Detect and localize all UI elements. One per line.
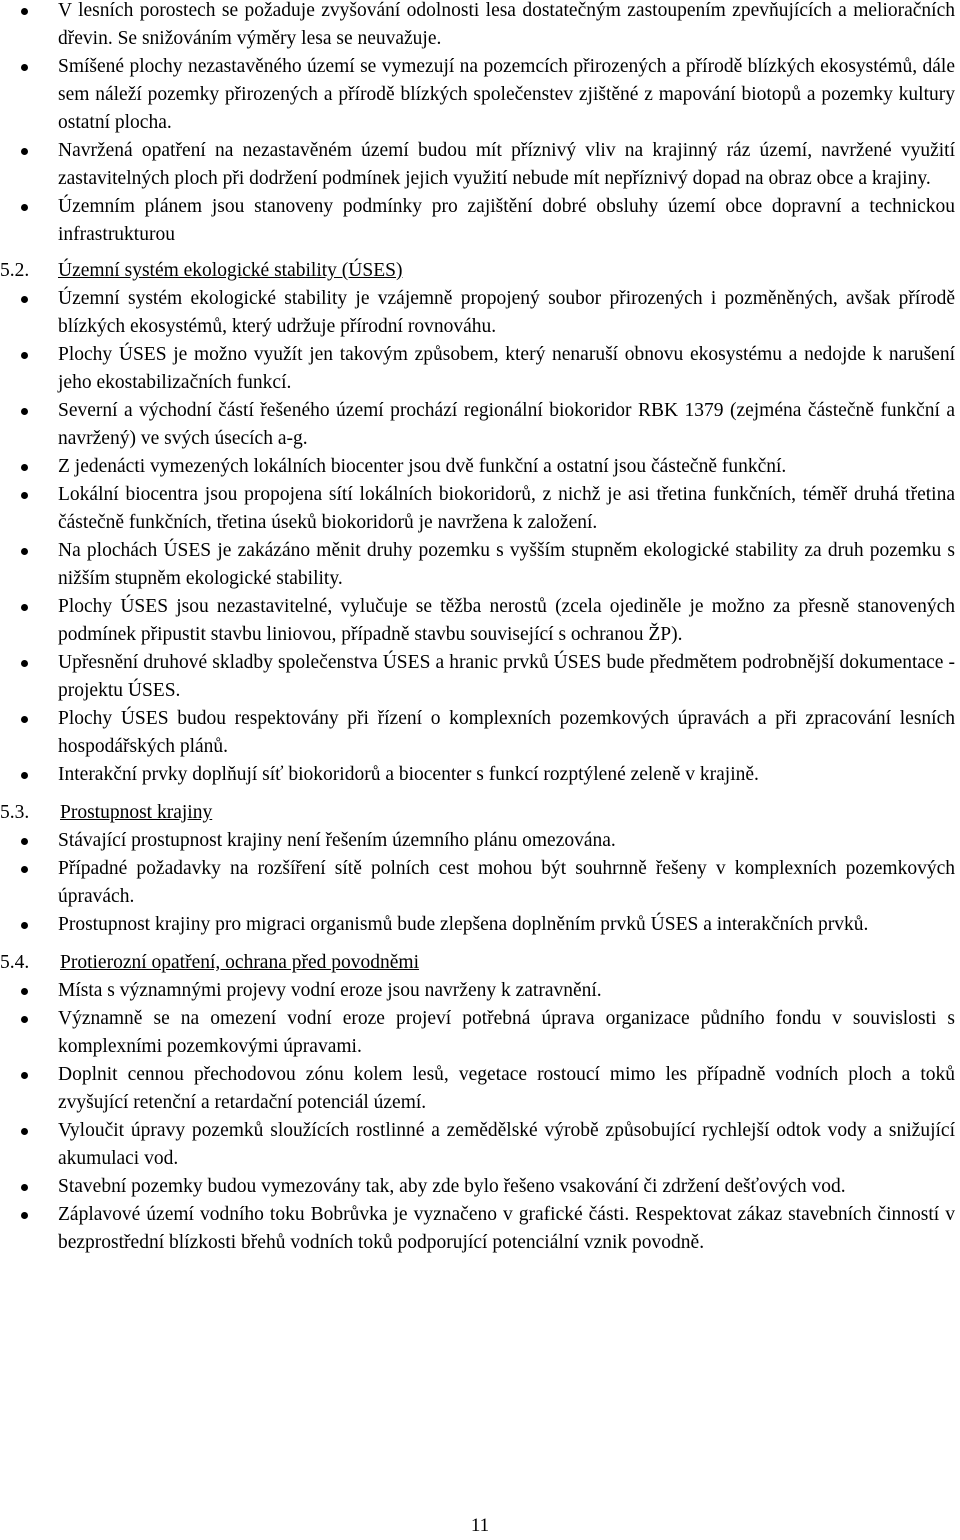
uses-bullet-list (0, 285, 955, 789)
list-item: Smíšené plochy nezastavěného území se vymezují na pozemcích přirozených a přírodě blízkých ekosystémů, dále sem náleží pozemky přirozených a přírodě blízkých společenstev zjištěné z mapování biotopů a pozemky kultury ostatní plocha. (0, 53, 955, 137)
list-item: V lesních porostech se požaduje zvyšování odolnosti lesa dostatečným zastoupením zpevňujících a melioračních dřevin. Se snižováním výměry lesa se neuvažuje. (0, 0, 955, 53)
list-item: Územním plánem jsou stanoveny podmínky pro zajištění dobré obsluhy území obce dopravní a technickou infrastrukturou (0, 193, 955, 249)
prostupnost-bullet-list (0, 827, 955, 939)
list-item: Lokální biocentra jsou propojena sítí lokálních biokoridorů, z nichž je asi třetina funkčních, téměř druhá třetina částečně funkčních, třetina úseků biokoridorů je navržena k založení. (0, 481, 955, 537)
list-item: Na plochách ÚSES je zakázáno měnit druhy pozemku s vyšším stupněm ekologické stability za druh pozemku s nižším stupněm ekologické stability. (0, 537, 955, 593)
list-item: Záplavové území vodního toku Bobrůvka je vyznačeno v grafické části. Respektovat zákaz stavebních činností v bezprostřední blízkosti břehů vodních toků podporující potenciální vznik povodně. (0, 1201, 955, 1257)
list-item: Doplnit cennou přechodovou zónu kolem lesů, vegetace rostoucí mimo les případně vodních ploch a toků zvyšující retenční a retardační potenciál území. (0, 1061, 955, 1117)
list-item: Stavební pozemky budou vymezovány tak, aby zde bylo řešeno vsakování či zdržení dešťových vod. (0, 1173, 955, 1201)
section-heading-5-2 (0, 257, 955, 285)
list-item: Územní systém ekologické stability je vzájemně propojený soubor přirozených i pozměněných, avšak přírodě blízkých ekosystémů, který udržuje přírodní rovnováhu. (0, 285, 955, 341)
section-heading-5-3 (0, 799, 955, 827)
list-item: Vyloučit úpravy pozemků sloužících rostlinné a zemědělské výrobě způsobující rychlejší odtok vody a snižující akumulaci vod. (0, 1117, 955, 1173)
list-item: Prostupnost krajiny pro migraci organismů bude zlepšena doplněním prvků ÚSES a interakčních prvků. (0, 911, 955, 939)
list-item: Plochy ÚSES je možno využít jen takovým způsobem, který nenaruší obnovu ekosystému a nedojde k narušení jeho ekostabilizačních funkcí. (0, 341, 955, 397)
intro-bullet-list (0, 0, 955, 249)
list-item: Místa s významnými projevy vodní eroze jsou navrženy k zatravnění. (0, 977, 955, 1005)
list-item: Případné požadavky na rozšíření sítě polních cest mohou být souhrnně řešeny v komplexních pozemkových úpravách. (0, 855, 955, 911)
list-item: Plochy ÚSES jsou nezastavitelné, vylučuje se těžba nerostů (zcela ojediněle je možno za přesně stanovených podmínek připustit stavbu liniovou, případně stavbu související s ochranou ŽP). (0, 593, 955, 649)
list-item: Upřesnění druhové skladby společenstva ÚSES a hranic prvků ÚSES bude předmětem podrobnější dokumentace - projektu ÚSES. (0, 649, 955, 705)
section-title: Územní systém ekologické stability (ÚSES) (58, 260, 403, 281)
section-heading-5-4 (0, 949, 955, 977)
page-number: 11 (470, 1515, 490, 1536)
list-item: Navržená opatření na nezastavěném území budou mít příznivý vliv na krajinný ráz území, navržené využití zastavitelných ploch při dodržení podmínek jejich využití nebude mít nepříznivý dopad na obraz obce a krajiny. (0, 137, 955, 193)
section-number: 5.2. (0, 260, 30, 281)
list-item: Severní a východní částí řešeného území prochází regionální biokoridor RBK 1379 (zejména částečně funkční a navržený) ve svých úsecích a-g. (0, 397, 955, 453)
section-title: Prostupnost krajiny (60, 802, 213, 823)
section-title: Protierozní opatření, ochrana před povodněmi (60, 952, 420, 973)
section-number: 5.3. (0, 802, 30, 823)
protierozni-bullet-list (0, 977, 955, 1257)
section-number: 5.4. (0, 952, 30, 973)
list-item: Interakční prvky doplňují síť biokoridorů a biocenter s funkcí rozptýlené zeleně v krajině. (0, 761, 955, 789)
list-item: Významně se na omezení vodní eroze projeví potřebná úprava organizace půdního fondu v souvislosti s komplexními pozemkovými úpravami. (0, 1005, 955, 1061)
list-item: Plochy ÚSES budou respektovány při řízení o komplexních pozemkových úpravách a při zpracování lesních hospodářských plánů. (0, 705, 955, 761)
list-item: Z jedenácti vymezených lokálních biocenter jsou dvě funkční a ostatní jsou částečně funkční. (0, 453, 955, 481)
list-item: Stávající prostupnost krajiny není řešením územního plánu omezována. (0, 827, 955, 855)
